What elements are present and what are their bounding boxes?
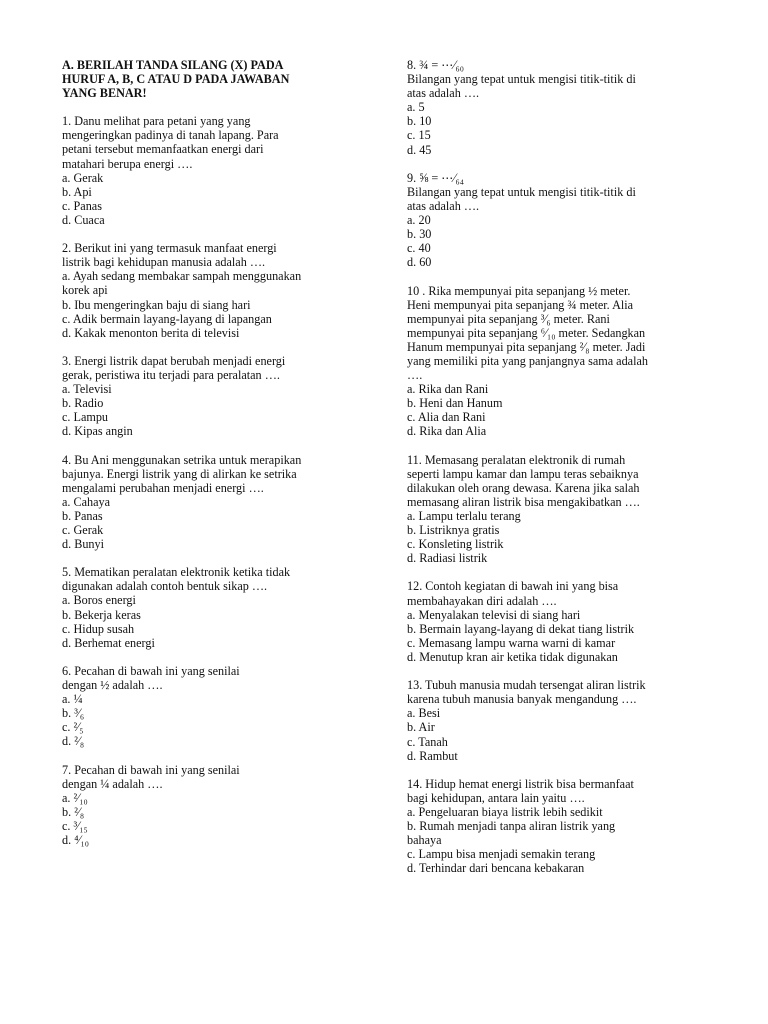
question-text-line: 10 . Rika mempunyai pita sepanjang ½ meter. [407, 283, 631, 298]
question-text-line: 6. Pecahan di bawah ini yang senilai [62, 663, 240, 678]
question-3 [62, 354, 380, 439]
question-text-line: 7. Pecahan di bawah ini yang senilai [62, 762, 240, 777]
question-text-line: 9. ⅝ = ⋯⁄₆₄ [407, 170, 465, 185]
question-text-line: matahari berupa energi …. [62, 156, 193, 171]
answer-option: d. Cuaca [62, 212, 105, 227]
heading-line: YANG BENAR! [62, 86, 147, 101]
question-text-line: 3. Energi listrik dapat berubah menjadi energi [62, 353, 286, 368]
question-text-line: 8. ¾ = ⋯⁄₆₀ [407, 58, 465, 72]
question-text-line: mempunyai pita sepanjang ⁶⁄₁₀ meter. Sedangkan [407, 325, 646, 340]
question-text-line: 12. Contoh kegiatan di bawah ini yang bisa [407, 579, 619, 594]
question-text-line: atas adalah …. [407, 86, 480, 101]
question-10 [407, 284, 707, 439]
answer-option: d. Radiasi listrik [407, 551, 488, 566]
answer-option: a. Televisi [62, 382, 112, 397]
answer-option: bahaya [407, 833, 442, 848]
answer-option: a. ²⁄₁₀ [62, 790, 88, 805]
question-text-line: 13. Tubuh manusia mudah tersengat aliran listrik [407, 678, 646, 693]
answer-option: b. Listriknya gratis [407, 523, 500, 538]
question-text-line: 1. Danu melihat para petani yang yang [62, 114, 251, 129]
question-6 [62, 664, 380, 749]
answer-option: b. Panas [62, 508, 103, 523]
heading-line: HURUF A, B, C ATAU D PADA JAWABAN [62, 72, 290, 87]
question-12 [407, 579, 707, 664]
answer-option: d. Berhemat energi [62, 635, 155, 650]
question-text-line: …. [407, 368, 423, 383]
answer-option: b. Api [62, 184, 92, 199]
question-13 [407, 678, 707, 763]
question-2 [62, 241, 380, 340]
left-question-list [62, 114, 380, 847]
answer-option: c. Gerak [62, 523, 104, 537]
answer-option: d. Kipas angin [62, 424, 133, 439]
answer-option: b. Bekerja keras [62, 607, 141, 622]
answer-option: a. Boros energi [62, 593, 136, 608]
answer-option: c. Adik bermain layang-layang di lapangan [62, 311, 272, 326]
answer-option: korek api [62, 283, 108, 298]
question-text-line: 5. Mematikan peralatan elektronik ketika tidak [62, 565, 291, 580]
answer-option: b. ²⁄₈ [62, 804, 85, 819]
answer-option: a. Lampu terlalu terang [407, 509, 521, 523]
question-text-line: mengalami perubahan menjadi energi …. [62, 480, 264, 495]
answer-option: c. Tanah [407, 734, 448, 749]
question-text-line: memasang aliran listrik bisa mengakibatkan …. [407, 494, 640, 509]
answer-option: b. Rumah menjadi tanpa aliran listrik yang [407, 819, 616, 834]
question-text-line: dilakukan oleh orang dewasa. Karena jika salah [407, 480, 640, 495]
question-text-line: petani tersebut memanfaatkan energi dari [62, 142, 264, 157]
question-text-line: 2. Berikut ini yang termasuk manfaat energi [62, 241, 277, 256]
question-8 [407, 58, 707, 157]
answer-option: d. Kakak menonton berita di televisi [62, 325, 240, 340]
question-text-line: gerak, peristiwa itu terjadi para peralatan …. [62, 367, 280, 382]
answer-option: d. Terhindar dari bencana kebakaran [407, 861, 585, 876]
question-text-line: bajunya. Energi listrik yang di alirkan ke setrika [62, 466, 297, 481]
right-question-list [407, 58, 707, 875]
answer-option: c. Panas [62, 198, 102, 213]
question-text-line: membahayakan diri adalah …. [407, 593, 557, 608]
answer-option: d. Menutup kran air ketika tidak digunakan [407, 649, 618, 664]
question-text-line: 14. Hidup hemat energi listrik bisa bermanfaat [407, 776, 634, 791]
left-column [62, 58, 380, 861]
question-text-line: yang memiliki pita yang panjangnya sama adalah [407, 353, 648, 368]
answer-option: a. Ayah sedang membakar sampah menggunakan [62, 269, 302, 284]
answer-option: a. Gerak [62, 170, 104, 185]
answer-option: c. Hidup susah [62, 621, 135, 636]
answer-option: b. Air [407, 720, 435, 735]
answer-option: b. ³⁄₆ [62, 706, 85, 721]
question-14 [407, 777, 707, 876]
question-text-line: karena tubuh manusia banyak mengandung …. [407, 692, 637, 707]
question-text-line: Bilangan yang tepat untuk mengisi titik-titik di [407, 184, 636, 199]
section-heading [62, 58, 380, 100]
answer-option: b. Heni dan Hanum [407, 396, 503, 411]
heading-line: A. BERILAH TANDA SILANG (X) PADA [62, 58, 284, 72]
answer-option: b. Ibu mengeringkan baju di siang hari [62, 297, 251, 312]
answer-option: c. 40 [407, 241, 431, 256]
answer-option: b. Radio [62, 396, 104, 411]
question-text-line: Heni mempunyai pita sepanjang ¾ meter. Alia [407, 297, 634, 312]
question-text-line: dengan ½ adalah …. [62, 678, 163, 693]
question-text-line: Bilangan yang tepat untuk mengisi titik-titik di [407, 72, 636, 87]
answer-option: a. Pengeluaran biaya listrik lebih sedikit [407, 804, 603, 819]
question-1 [62, 114, 380, 227]
answer-option: a. Menyalakan televisi di siang hari [407, 607, 581, 622]
question-text-line: 4. Bu Ani menggunakan setrika untuk merapikan [62, 452, 302, 467]
answer-option: a. 20 [407, 213, 431, 228]
answer-option: d. ⁴⁄₁₀ [62, 833, 89, 848]
answer-option: d. Rika dan Alia [407, 424, 487, 439]
answer-option: c. Alia dan Rani [407, 410, 486, 425]
answer-option: c. Lampu [62, 410, 109, 425]
answer-option: c. 15 [407, 128, 431, 143]
answer-option: d. 45 [407, 142, 432, 157]
answer-option: d. ²⁄₈ [62, 734, 85, 749]
answer-option: d. Bunyi [62, 537, 104, 552]
question-text-line: digunakan adalah contoh bentuk sikap …. [62, 579, 268, 594]
answer-option: a. Cahaya [62, 494, 111, 509]
answer-option: c. Memasang lampu warna warni di kamar [407, 635, 616, 650]
answer-option: b. 10 [407, 114, 432, 129]
question-text-line: atas adalah …. [407, 198, 480, 213]
answer-option: c. ³⁄₁₅ [62, 818, 88, 833]
question-text-line: bagi kehidupan, antara lain yaitu …. [407, 790, 585, 805]
question-4 [62, 453, 380, 552]
answer-option: d. 60 [407, 255, 432, 270]
answer-option: b. Bermain layang-layang di dekat tiang listrik [407, 621, 635, 636]
question-text-line: 11. Memasang peralatan elektronik di rumah [407, 452, 626, 467]
question-text-line: dengan ¼ adalah …. [62, 776, 163, 791]
answer-option: a. 5 [407, 100, 425, 115]
question-text-line: mengeringkan padinya di tanah lapang. Para [62, 128, 279, 143]
question-text-line: seperti lampu kamar dan lampu teras sebaiknya [407, 466, 639, 481]
answer-option: c. Konsleting listrik [407, 537, 504, 552]
answer-option: d. Rambut [407, 748, 458, 763]
question-text-line: listrik bagi kehidupan manusia adalah …. [62, 255, 266, 270]
question-text-line: mempunyai pita sepanjang ³⁄₆ meter. Rani [407, 311, 610, 326]
question-7 [62, 763, 380, 848]
question-9 [407, 171, 707, 270]
right-column [407, 58, 707, 890]
question-text-line: Hanum mempunyai pita sepanjang ²⁄₈ meter. Jadi [407, 339, 646, 354]
answer-option: c. Lampu bisa menjadi semakin terang [407, 847, 596, 862]
answer-option: a. ¼ [62, 692, 83, 707]
question-11 [407, 453, 707, 566]
answer-option: a. Rika dan Rani [407, 382, 489, 397]
answer-option: c. ²⁄₅ [62, 720, 84, 735]
answer-option: a. Besi [407, 706, 441, 721]
answer-option: b. 30 [407, 227, 432, 242]
question-5 [62, 565, 380, 650]
